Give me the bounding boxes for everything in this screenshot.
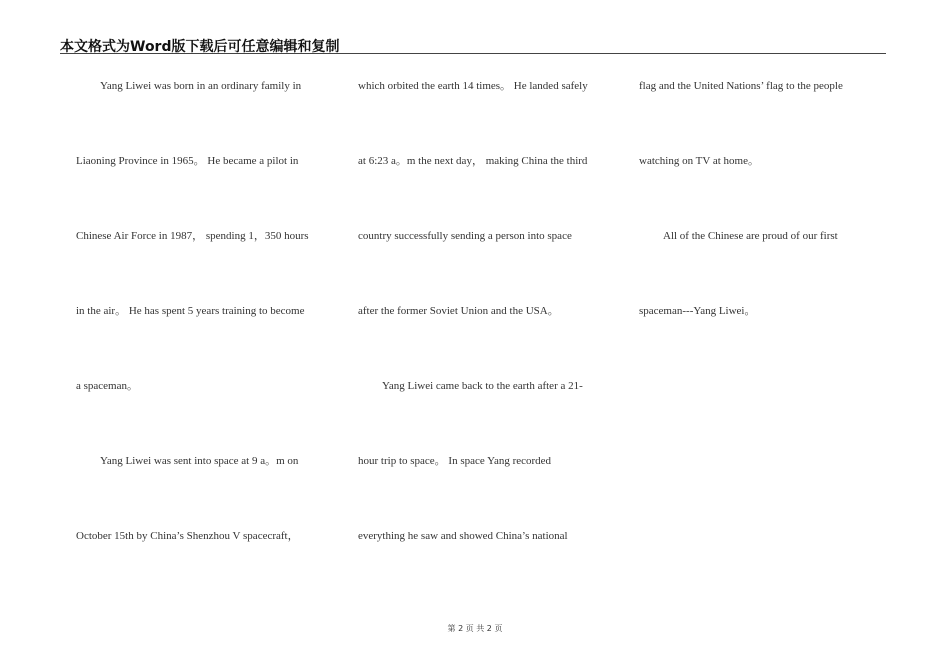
document-header-title: 本文格式为Word版下载后可任意编辑和复制	[60, 39, 340, 55]
text-line: a spaceman。	[76, 380, 138, 392]
text-line: October 15th by China’s Shenzhou V spacecraft，	[76, 530, 299, 542]
text-line: Yang Liwei was born in an ordinary family in	[100, 80, 302, 92]
text-line: flag and the United Nations’ flag to the people	[639, 80, 843, 92]
text-line: in the air。 He has spent 5 years training to become	[76, 305, 305, 317]
text-line: Chinese Air Force in 1987， spending 1，350 hours	[76, 230, 309, 242]
text-line: country successfully sending a person into space	[358, 230, 572, 242]
text-line: Liaoning Province in 1965。 He became a pilot in	[76, 155, 299, 167]
text-line: hour trip to space。 In space Yang recorded	[358, 455, 552, 467]
text-line: Yang Liwei was sent into space at 9 a。m on	[100, 455, 299, 467]
text-line: everything he saw and showed China’s national	[358, 530, 568, 542]
text-line: after the former Soviet Union and the USA。	[358, 305, 559, 317]
text-line: All of the Chinese are proud of our first	[663, 230, 838, 242]
page-number: 第 2 页 共 2 页	[447, 624, 503, 633]
text-line: Yang Liwei came back to the earth after a 21-	[382, 380, 583, 392]
text-line: spaceman---Yang Liwei。	[639, 305, 756, 317]
header-divider	[60, 53, 886, 54]
text-line: which orbited the earth 14 times。 He landed safely	[358, 80, 588, 92]
text-line: watching on TV at home。	[639, 155, 759, 167]
text-line: at 6:23 a。m the next day， making China the third	[358, 155, 588, 167]
